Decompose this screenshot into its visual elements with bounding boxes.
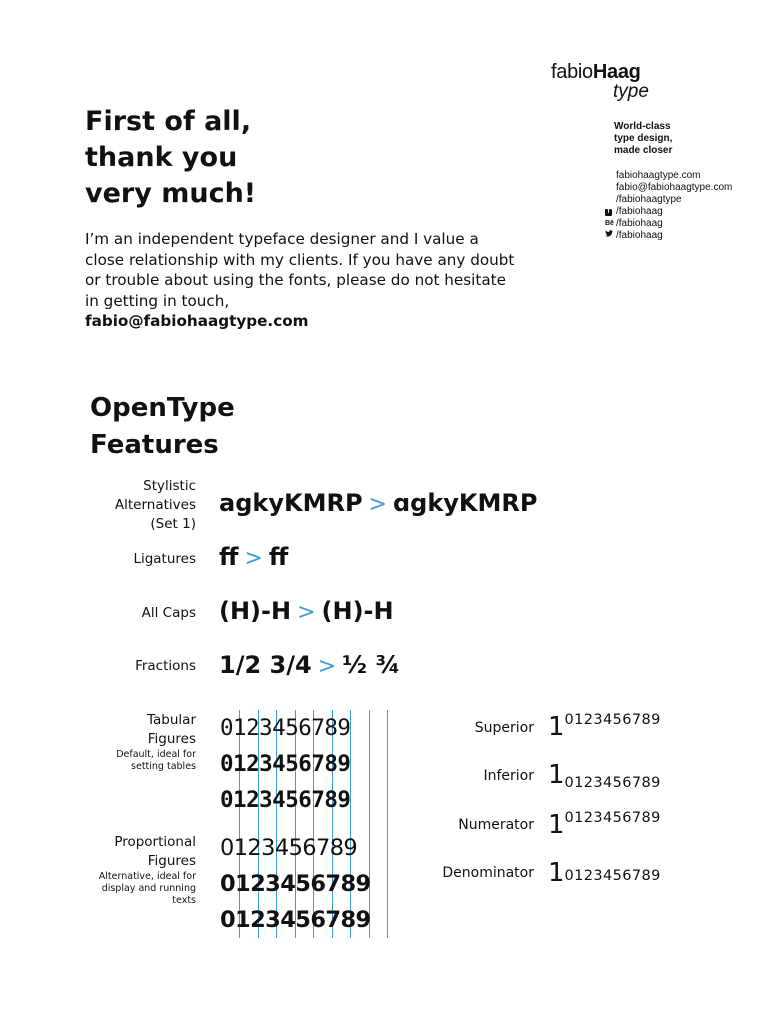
position-label-inferior: Inferior [483, 768, 534, 784]
proportional-figures [220, 830, 371, 938]
twitter-icon [605, 230, 616, 242]
position-sample-numerator [548, 810, 661, 840]
website-text[interactable]: fabiohaagtype.com [616, 170, 701, 181]
twitter-link[interactable] [605, 230, 732, 242]
headline-line: First of all, [85, 106, 252, 137]
base-digit: 1 [548, 810, 565, 840]
behance-icon: Bē [605, 220, 614, 227]
label-line: Tabular [147, 712, 196, 728]
facebook-link[interactable] [605, 206, 732, 218]
website-link[interactable] [605, 170, 732, 182]
tagline-line: type design, [614, 133, 673, 144]
position-label-numerator: Numerator [458, 817, 534, 833]
figures-light: 0123456789 [220, 715, 351, 741]
facebook-icon: f [605, 209, 612, 216]
label-line: Stylistic [143, 478, 196, 494]
superior-digits: 0123456789 [564, 712, 661, 728]
feature-sample-ligatures [219, 543, 288, 571]
label-note: setting tables [131, 761, 196, 772]
label-note: Default, ideal for [116, 749, 196, 760]
figures-bold: 0123456789 [220, 751, 351, 777]
arrow-icon: > [297, 600, 316, 625]
feature-sample-fractions [219, 651, 400, 679]
brand-name-type: type [613, 81, 649, 102]
section-title-line: Features [90, 430, 219, 460]
tagline-line: made closer [614, 145, 673, 156]
arrow-icon: > [368, 492, 387, 517]
feature-label-proportional [84, 833, 196, 907]
base-digit: 1 [548, 712, 565, 742]
headline-line: thank you [85, 142, 238, 173]
position-sample-inferior [548, 760, 661, 790]
label-note: Alternative, ideal for [98, 871, 196, 882]
email-text[interactable]: fabio@fabiohaagtype.com [616, 182, 733, 193]
feature-label-fractions: Fractions [135, 658, 196, 674]
sample-before: (H)-H [219, 597, 292, 625]
sample-before: agkyKMRP [219, 489, 363, 517]
position-sample-superior [548, 712, 661, 742]
tabular-figures [220, 710, 350, 818]
denominator-digits: 0123456789 [564, 868, 661, 884]
feature-label-stylistic [84, 477, 196, 534]
arrow-icon: > [317, 654, 337, 679]
base-digit: 1 [548, 760, 565, 790]
base-digit: 1 [548, 858, 565, 888]
feature-label-ligatures: Ligatures [133, 551, 196, 567]
twitter-handle[interactable]: /fabiohaag [616, 230, 663, 241]
feature-label-allcaps: All Caps [141, 605, 196, 621]
numerator-digits: 0123456789 [564, 810, 661, 826]
brand-tagline [614, 121, 672, 157]
email-link[interactable] [605, 182, 732, 194]
sample-after: ﬀ [268, 543, 289, 571]
instagram-link[interactable] [605, 194, 732, 206]
position-label-superior: Superior [474, 720, 534, 736]
tagline-line: World-class [614, 121, 671, 132]
intro-paragraph [85, 229, 515, 332]
intro-email-link[interactable]: fabio@fabiohaagtype.com [85, 312, 309, 330]
arrow-icon: > [244, 546, 263, 571]
feature-sample-stylistic [219, 489, 537, 517]
behance-link[interactable] [605, 218, 732, 230]
section-title [90, 390, 235, 464]
label-note: display and running texts [101, 883, 196, 906]
sample-after: ɑgkyKMRP [392, 489, 538, 517]
label-line: (Set 1) [150, 516, 196, 532]
behance-handle[interactable]: /fabiohaag [616, 218, 663, 229]
figures-bold: 0123456789 [220, 871, 371, 897]
brand-name-haag: Haag [592, 61, 641, 83]
sample-after: ½ ¾ [342, 651, 401, 679]
sample-before: ff [219, 543, 239, 571]
facebook-handle[interactable]: /fabiohaag [616, 206, 663, 217]
inferior-digits: 0123456789 [564, 775, 661, 791]
position-sample-denominator [548, 858, 661, 888]
label-line: Figures [147, 853, 196, 869]
label-line: Figures [147, 731, 196, 747]
figures-light: 0123456789 [220, 835, 358, 861]
section-title-line: OpenType [90, 393, 235, 423]
position-label-denominator: Denominator [442, 865, 534, 881]
feature-sample-allcaps [219, 597, 394, 625]
label-line: Alternatives [114, 497, 196, 513]
brand-logo [551, 61, 649, 102]
figures-black: 0123456789 [220, 787, 351, 813]
headline-line: very much! [85, 178, 257, 209]
feature-label-tabular [84, 711, 196, 773]
figures-black: 0123456789 [220, 907, 371, 933]
label-line: Proportional [114, 834, 196, 850]
contact-block [605, 170, 732, 242]
instagram-handle[interactable]: /fabiohaagtype [616, 194, 682, 205]
sample-after: (H)-H [321, 597, 394, 625]
intro-text: I’m an independent typeface designer and I value a close relationship with my clients. If you have any doubt or trouble about using the fonts, please do not hesitate in getting in touch, [85, 230, 515, 310]
sample-before: 1/2 3/4 [219, 651, 312, 679]
page-title [85, 104, 405, 212]
guide-line [387, 710, 388, 938]
brand-name-fabio: fabio [551, 61, 593, 83]
